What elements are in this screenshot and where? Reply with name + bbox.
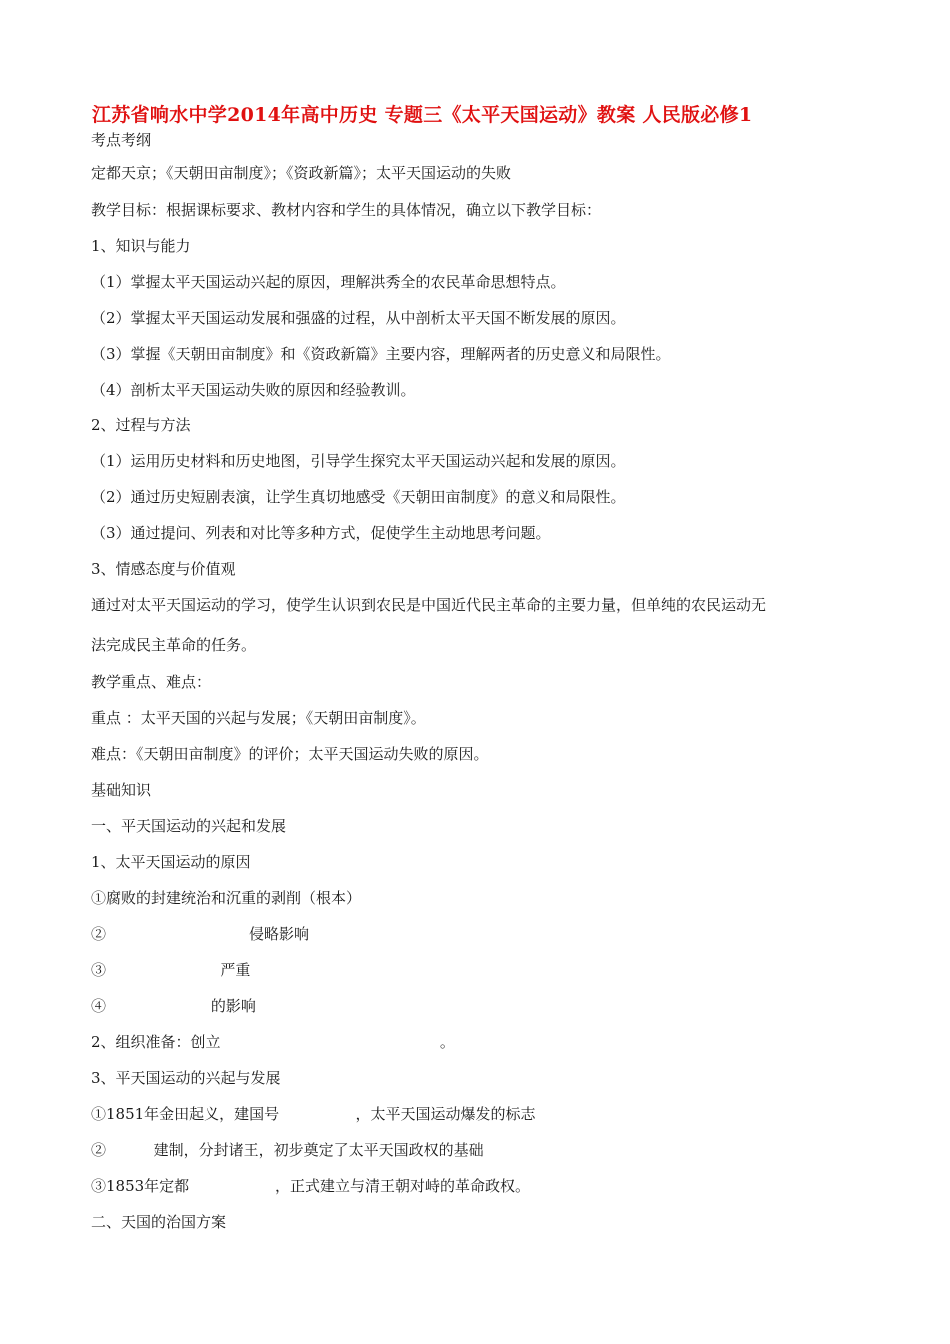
text-line: （2）通过历史短剧表演，让学生真切地感受《天朝田亩制度》的意义和局限性。 [91,488,626,506]
text-line: 1、太平天国运动的原因 [91,853,251,871]
text-line: 2、过程与方法 [91,416,191,434]
text-line: （3）掌握《天朝田亩制度》和《资政新篇》主要内容，理解两者的历史意义和局限性。 [91,345,671,363]
text-line: 教学目标：根据课标要求、教材内容和学生的具体情况，确立以下教学目标： [91,201,602,219]
text-line: ④ 的影响 [91,997,256,1015]
text-line: 难点：《天朝田亩制度》的评价；太平天国运动失败的原因。 [91,745,489,763]
text-line: 法完成民主革命的任务。 [91,636,257,654]
text-line: ①1851年金田起义，建国号 ，太平天国运动爆发的标志 [91,1105,536,1123]
text-line: （2）掌握太平天国运动发展和强盛的过程，从中剖析太平天国不断发展的原因。 [91,309,626,327]
text-line: 定都天京；《天朝田亩制度》；《资政新篇》；太平天国运动的失败 [91,164,512,182]
text-line: 通过对太平天国运动的学习，使学生认识到农民是中国近代民主革命的主要力量，但单纯的农民运动无 [91,596,767,614]
document-title: 江苏省响水中学2014年高中历史 专题三《太平天国运动》教案 人民版必修1 [92,104,753,126]
text-line: ② 侵略影响 [91,925,310,943]
text-line: 一、平天国运动的兴起和发展 [91,817,287,835]
text-line: 教学重点、难点： [91,673,212,691]
text-line: （1）掌握太平天国运动兴起的原因，理解洪秀全的农民革命思想特点。 [91,273,566,291]
text-line: ③1853年定都 ，正式建立与清王朝对峙的革命政权。 [91,1177,531,1195]
text-line: 二、天国的治国方案 [91,1213,227,1231]
text-line: 基础知识 [91,781,152,799]
text-line: 重点 ：太平天国的兴起与发展；《天朝田亩制度》。 [91,709,426,727]
text-line: ③ 严重 [91,961,251,979]
text-line: 3、情感态度与价值观 [91,560,236,578]
text-line: 2、组织准备：创立 。 [91,1033,455,1051]
text-line: （1）运用历史材料和历史地图，引导学生探究太平天国运动兴起和发展的原因。 [91,452,626,470]
text-line: （4）剖析太平天国运动失败的原因和经验教训。 [91,381,416,399]
text-line: 1、知识与能力 [91,237,191,255]
text-line: ①腐败的封建统治和沉重的剥削（根本） [91,889,362,907]
text-line: （3）通过提问、列表和对比等多种方式，促使学生主动地思考问题。 [91,524,551,542]
text-line: 3、平天国运动的兴起与发展 [91,1069,281,1087]
text-line: 考点考纲 [91,131,152,149]
text-line: ② 建制，分封诸王，初步奠定了太平天国政权的基础 [91,1141,484,1159]
